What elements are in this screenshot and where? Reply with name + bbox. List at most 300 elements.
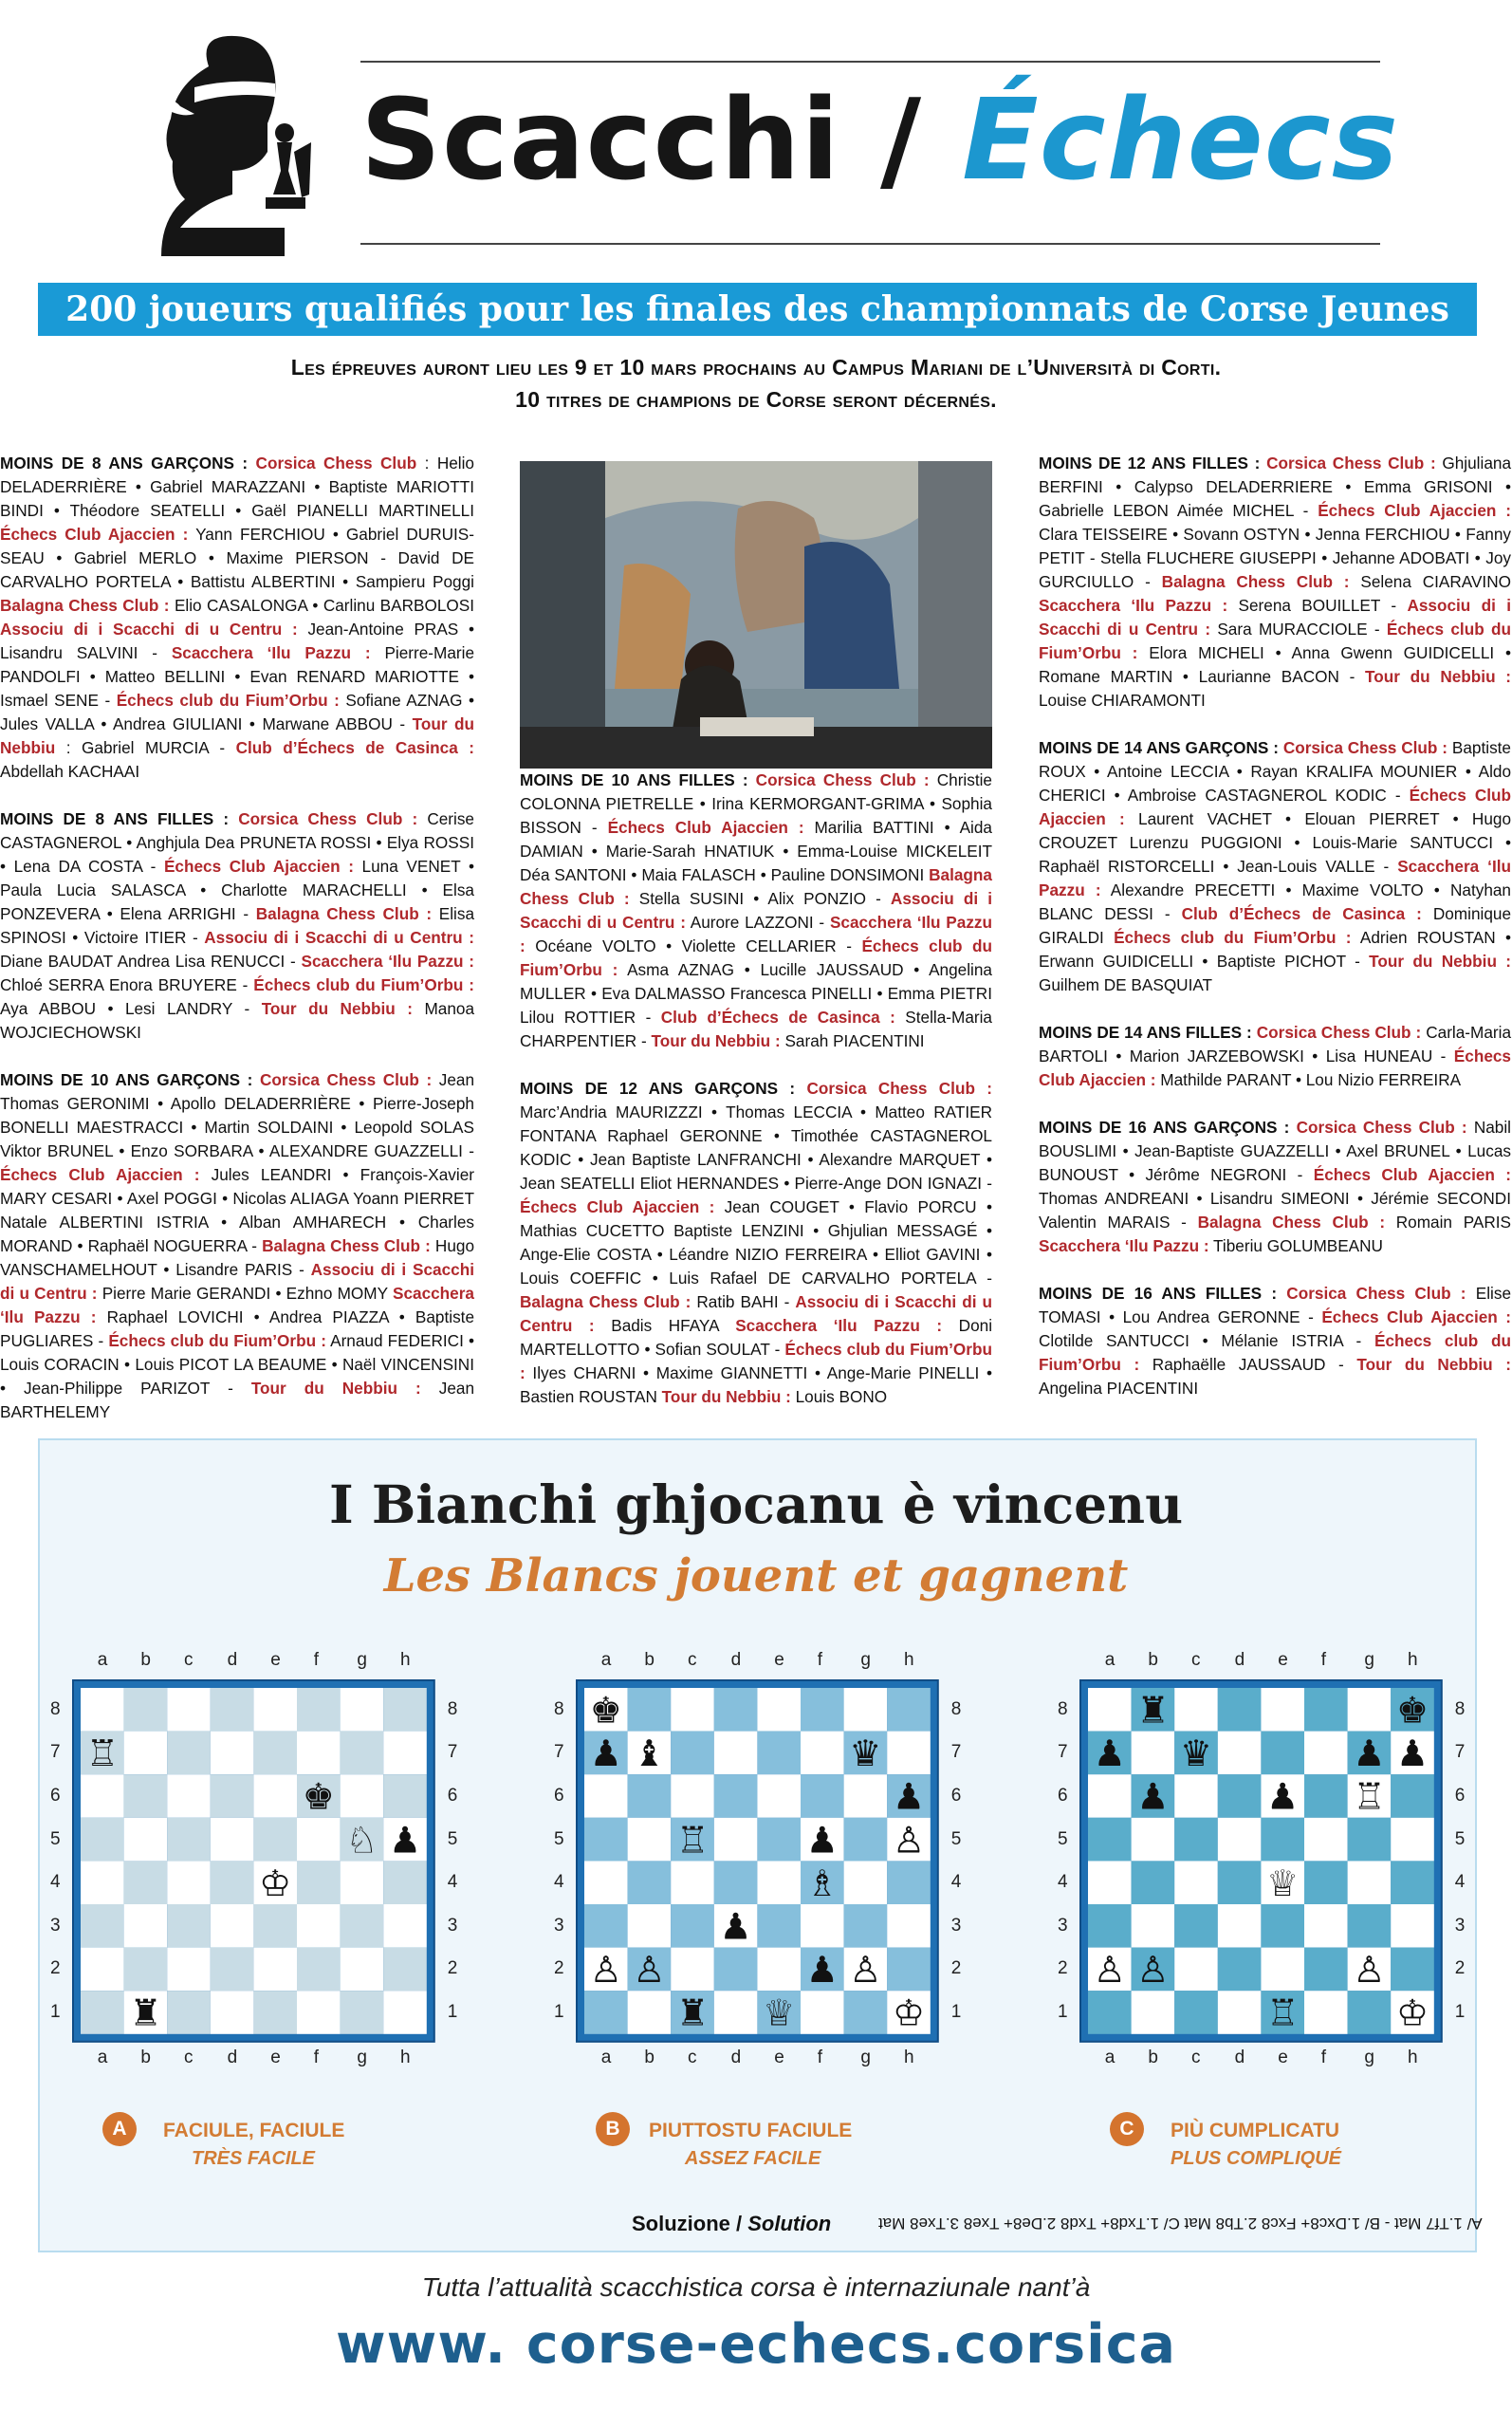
rank-label: 7 [1058, 1742, 1068, 1763]
board-square [584, 1774, 628, 1818]
player-names: Manoa WOJCIECHOWSKI [0, 999, 475, 1042]
rank-label: 3 [50, 1915, 61, 1936]
board-square [714, 1688, 758, 1732]
board-square [757, 1904, 801, 1948]
white-knight-icon: ♘ [345, 1819, 378, 1862]
club-name: Corsica Chess Club : [238, 809, 418, 828]
white-bishop-icon: ♗ [805, 1862, 839, 1904]
rank-label: 4 [50, 1872, 61, 1893]
board-square [167, 1991, 211, 2034]
board-square [1174, 1948, 1218, 1992]
file-label: a [1104, 2047, 1116, 2067]
rank-label: 8 [1454, 1698, 1466, 1719]
board-square [757, 1861, 801, 1904]
difficulty-label-french-b: ASSEZ FACILE [685, 2148, 821, 2169]
rank-label: 2 [554, 1958, 564, 1979]
rank-label: 4 [554, 1872, 564, 1893]
white-rook-icon: ♖ [85, 1733, 119, 1775]
board-square [1132, 1818, 1175, 1862]
club-name: Corsica Chess Club : [806, 1079, 992, 1098]
player-names: Elise TOMASI • Lou Andrea GERONNE - [1039, 1284, 1511, 1326]
file-label: d [730, 1650, 742, 1670]
board-square [628, 1774, 672, 1818]
club-name: Associu di i Scacchi di u Centru : [1039, 596, 1511, 639]
article-column-2 [520, 769, 992, 1433]
player-names: Elio CASALONGA • Carlinu BARBOLOSI [169, 596, 475, 615]
rank-label: 5 [447, 1828, 458, 1849]
difficulty-label-french-a: TRÈS FACILE [192, 2148, 316, 2169]
category-heading: MOINS DE 10 ANS FILLES : [520, 770, 756, 789]
category-paragraph [0, 452, 474, 784]
chessboard-b [537, 1648, 1041, 2124]
black-pawn-icon: ♟ [805, 1819, 839, 1862]
board-square [757, 1688, 801, 1732]
board-square [124, 1774, 168, 1818]
club-name: Échecs Club Ajaccien : [0, 1165, 200, 1184]
category-paragraph [1039, 1021, 1511, 1092]
player-names: Mathilde PARANT • Lou Nizio FERREIRA [1155, 1070, 1462, 1089]
board-square [124, 1861, 168, 1904]
rank-label: 6 [554, 1786, 564, 1806]
black-king-icon: ♚ [1395, 1689, 1429, 1732]
player-names: Abdellah KACHAAI [0, 762, 140, 781]
white-pawn-icon: ♙ [633, 1949, 666, 1992]
board-square [628, 1861, 672, 1904]
board-square [124, 1948, 168, 1992]
board-square [167, 1948, 211, 1992]
board-square [1391, 1818, 1434, 1862]
black-pawn-icon: ♟ [1136, 1775, 1170, 1818]
club-name: Tour du Nebbiu : [250, 1379, 421, 1398]
file-label: d [1234, 1650, 1245, 1670]
board-square [383, 1688, 427, 1732]
header-rule-top [360, 61, 1380, 63]
board-square [81, 1818, 124, 1862]
club-name: Échecs Club Ajaccien : [1039, 786, 1511, 828]
category-paragraph [0, 1068, 474, 1424]
black-pawn-icon: ♟ [719, 1905, 752, 1948]
club-name: Échecs Club Ajaccien : [1039, 1047, 1511, 1089]
board-square [211, 1861, 254, 1904]
club-name: Échecs club du Fium’Orbu : [253, 975, 474, 994]
white-queen-icon: ♕ [763, 1992, 796, 2034]
club-name: Tour du Nebbiu : [651, 1031, 781, 1050]
category-heading: MOINS DE 16 ANS GARÇONS : [1039, 1118, 1297, 1137]
black-pawn-icon: ♟ [1266, 1775, 1300, 1818]
file-label: e [270, 2047, 281, 2067]
board-square [1174, 1991, 1218, 2034]
board-square [297, 1732, 341, 1775]
player-names: Jules LEANDRI • François-Xavier MARY CESARI • Axel POGGI • Nicolas ALIAGA Yoann PIERRET Natale ALBERTINI ISTRIA • Alban AMHARECH • Charles MORAND • Raphaël NOGUERRA - [0, 1165, 474, 1255]
board-square [81, 1904, 124, 1948]
file-label: c [1191, 1650, 1201, 1670]
white-pawn-icon: ♙ [892, 1819, 926, 1862]
board-square [211, 1948, 254, 1992]
player-names: Louis BONO [790, 1387, 888, 1406]
file-label: f [1320, 2047, 1327, 2067]
rank-label: 2 [447, 1958, 458, 1979]
board-square [383, 1991, 427, 2034]
board-square [714, 1991, 758, 2034]
white-rook-icon: ♖ [1266, 1992, 1300, 2034]
file-label: c [1191, 2047, 1201, 2067]
board-square [1218, 1948, 1262, 1992]
black-rook-icon: ♜ [1136, 1689, 1170, 1732]
white-rook-icon: ♖ [1353, 1775, 1386, 1818]
rank-label: 3 [554, 1915, 564, 1936]
player-names: Jean COUGET • Flavio PORCU • Mathias CUCETTO Baptiste LENZINI • Ghjulian MESSAGÉ • Ange-Elie COSTA • Léandre NIZIO FERREIRA • Elliot GAVINI • Louis COEFFIC • Luis Rafael DE CARVALHO PORTELA - [520, 1197, 992, 1288]
rank-label: 6 [1454, 1786, 1466, 1806]
board-square [167, 1688, 211, 1732]
board-square [887, 1688, 931, 1732]
board-square [801, 1688, 844, 1732]
board-square [844, 1861, 888, 1904]
board-square [801, 1904, 844, 1948]
board-square [714, 1774, 758, 1818]
file-label: f [817, 1650, 823, 1670]
board-square [1218, 1904, 1262, 1948]
rank-label: 8 [950, 1698, 962, 1719]
badge-c: C [1110, 2112, 1144, 2146]
player-names: Alexandre PRECETTI • Maxime VOLTO • Natyhan BLANC DESSI - [1039, 880, 1511, 923]
badge-a: A [102, 2112, 137, 2146]
board-square [383, 1948, 427, 1992]
board-square [1261, 1904, 1304, 1948]
board-square [1304, 1688, 1348, 1732]
club-name: Échecs club du Fium’Orbu : [1039, 620, 1511, 662]
club-name: Scacchera ‘Ilu Pazzu : [1039, 1236, 1209, 1255]
file-label: f [817, 2047, 823, 2067]
board-square [1174, 1688, 1218, 1732]
article-column-3 [1039, 452, 1511, 1424]
file-label: c [184, 2047, 194, 2067]
player-names: Jean BARTHELEMY [0, 1379, 475, 1421]
board-square [297, 1991, 341, 2034]
board-square [801, 1774, 844, 1818]
club-name: Échecs club du Fium’Orbu : [520, 1340, 992, 1382]
category-heading: MOINS DE 14 ANS FILLES : [1039, 1023, 1257, 1042]
file-label: b [1148, 1650, 1158, 1670]
black-pawn-icon: ♟ [1093, 1733, 1126, 1775]
club-name: Balagna Chess Club : [0, 596, 170, 615]
chessboard-c [1041, 1648, 1512, 2124]
board-square [167, 1732, 211, 1775]
club-name: Club d’Échecs de Casinca : [235, 738, 474, 757]
file-label: a [600, 2047, 612, 2067]
board-square [714, 1732, 758, 1775]
file-label: g [1364, 2047, 1374, 2067]
file-label: b [644, 1650, 655, 1670]
player-names: Laurent VACHET • Elouan PIERRET • Hugo CROUZET Lurenzu PUGGIONI • Louis-Marie SANTUCCI • Raphaël RISTORCELLI • Jean-Louis VALLE - [1039, 809, 1511, 876]
board-square [81, 1861, 124, 1904]
player-names: Asma AZNAG • Lucille JAUSSAUD • Angelina MULLER • Eva DALMASSO Francesca PINELLI • Emma PIETRI Lilou ROTTIER - [520, 960, 992, 1027]
player-names: Stella SUSINI • Alix PONZIO - [629, 889, 891, 908]
board-square [844, 1904, 888, 1948]
rank-label: 8 [1058, 1698, 1068, 1719]
player-names: Guilhem DE BASQUIAT [1039, 975, 1213, 994]
black-rook-icon: ♜ [129, 1992, 162, 2034]
file-label: h [400, 2047, 411, 2067]
category-paragraph [1039, 452, 1511, 713]
black-rook-icon: ♜ [675, 1992, 710, 2034]
black-queen-icon: ♛ [849, 1733, 882, 1775]
board-square [714, 1948, 758, 1992]
player-names: Sarah PIACENTINI [780, 1031, 925, 1050]
board-square [1088, 1991, 1132, 2034]
board-square [341, 1688, 384, 1732]
board-square [297, 1948, 341, 1992]
board-square [297, 1904, 341, 1948]
board-square [1261, 1732, 1304, 1775]
board-square [1304, 1904, 1348, 1948]
board-square [124, 1818, 168, 1862]
board-square [844, 1688, 888, 1732]
player-names: Doni MARTELLOTTO • Sofian SOULAT - [520, 1316, 993, 1359]
player-names: Yann FERCHIOU • Gabriel DURUIS-SEAU • Gabriel MERLO • Maxime PIERSON - David DE CARVALHO PORTELA • Battistu ALBERTINI • Sampieru Poggi [0, 525, 474, 591]
board-square [1218, 1732, 1262, 1775]
file-label: g [357, 2047, 367, 2067]
club-name: Corsica Chess Club : [259, 1070, 433, 1089]
board-graphic [33, 1648, 537, 2124]
board-square [1304, 1948, 1348, 1992]
player-names: Serena BOUILLET - [1227, 596, 1408, 615]
player-names: Badis HFAYA [594, 1316, 736, 1335]
rank-label: 8 [554, 1698, 564, 1719]
file-label: a [1104, 1650, 1116, 1670]
file-label: e [1278, 1650, 1288, 1670]
club-name: Échecs Club Ajaccien : [1313, 1165, 1511, 1184]
subtitle-line-1: Les épreuves auront lieu les 9 et 10 mars prochains au Campus Mariani de l’Università di Corti. [290, 355, 1222, 380]
file-label: b [140, 2047, 151, 2067]
club-name: Associu di i Scacchi di u Centru : [520, 1292, 992, 1335]
club-name: Échecs Club Ajaccien : [0, 525, 189, 544]
category-heading: MOINS DE 14 ANS GARÇONS : [1039, 738, 1283, 757]
board-square [253, 1904, 297, 1948]
white-pawn-icon: ♙ [1136, 1949, 1170, 1992]
player-names: Thomas ANDREANI • Lisandru SIMEONI • Jérémie SECONDI Valentin MARAIS - [1039, 1189, 1511, 1232]
rank-label: 1 [447, 2002, 458, 2022]
rank-label: 5 [1058, 1828, 1068, 1849]
board-square [844, 1774, 888, 1818]
board-square [1348, 1818, 1392, 1862]
board-square [1174, 1904, 1218, 1948]
rank-label: 1 [50, 2002, 61, 2022]
board-square [253, 1818, 297, 1862]
rank-label: 3 [950, 1915, 962, 1936]
club-name: Échecs Club Ajaccien : [520, 1197, 715, 1216]
white-rook-icon: ♖ [675, 1819, 710, 1862]
board-square [1348, 1861, 1392, 1904]
black-pawn-icon: ♟ [589, 1733, 622, 1775]
club-name: Tour du Nebbiu : [1365, 667, 1511, 686]
board-square [1218, 1818, 1262, 1862]
player-names: Arnaud FEDERICI • Louis CORACIN • Louis PICOT LA BEAUME • Naël VINCENSINI • Jean-Philippe PARIZOT - [0, 1331, 474, 1398]
board-square [628, 1688, 672, 1732]
header-rule-bottom [360, 243, 1380, 245]
board-square [1261, 1818, 1304, 1862]
club-name: Échecs club du Fium’Orbu : [1114, 928, 1352, 947]
file-label: b [1148, 2047, 1158, 2067]
black-pawn-icon: ♟ [892, 1775, 926, 1818]
board-square [1348, 1688, 1392, 1732]
player-names: Elisa SPINOSI • Victoire ITIER - [0, 904, 475, 947]
club-name: Tour du Nebbiu : [1369, 952, 1512, 971]
board-square [1304, 1818, 1348, 1862]
rank-label: 7 [447, 1742, 458, 1763]
board-square [341, 1991, 384, 2034]
club-name: Scacchera ‘Ilu Pazzu : [0, 1284, 474, 1326]
solution-text-upside-down: A/ 1.Tf7 Mat - B/ 1.Dxc8+ Fxc8 2.Tb8 Mat C/ 1.Txd8+ Txd8 2.De8+ Txe8 3.Txe8 Mat [878, 2214, 1483, 2233]
category-heading: MOINS DE 8 ANS FILLES : [0, 809, 239, 828]
board-square [757, 1818, 801, 1862]
player-names: Hugo VANSCHAMELHOUT • Lisandre PARIS - [0, 1236, 474, 1279]
club-name: Corsica Chess Club : [1266, 454, 1436, 473]
file-label: d [1234, 2047, 1245, 2067]
board-square [211, 1732, 254, 1775]
club-name: Scacchera ‘Ilu Pazzu : [735, 1316, 943, 1335]
board-square [1088, 1688, 1132, 1732]
file-label: a [97, 2047, 108, 2067]
category-paragraph [1039, 736, 1511, 997]
club-name: Scacchera ‘Ilu Pazzu : [1039, 596, 1228, 615]
board-square [253, 1774, 297, 1818]
club-name: Balagna Chess Club : [1161, 572, 1350, 591]
file-label: e [774, 1650, 784, 1670]
chessboard-a [33, 1648, 537, 2124]
club-name: Associu di i Scacchi di u Centru : [520, 889, 992, 932]
club-name: Scacchera ‘Ilu Pazzu : [520, 913, 993, 955]
player-names: Selena CIARAVINO [1349, 572, 1511, 591]
file-label: f [1320, 1650, 1327, 1670]
rank-label: 6 [447, 1786, 458, 1806]
file-label: b [644, 2047, 655, 2067]
club-name: Balagna Chess Club : [520, 1292, 691, 1311]
board-square [211, 1904, 254, 1948]
footer-tagline: Tutta l’attualità scacchistica corsa è internaziunale nant’à [421, 2272, 1091, 2302]
rank-label: 4 [950, 1872, 962, 1893]
rank-label: 1 [554, 2002, 564, 2022]
board-square [757, 1732, 801, 1775]
file-label: h [400, 1650, 411, 1670]
board-square [124, 1732, 168, 1775]
board-square [341, 1904, 384, 1948]
board-square [1391, 1774, 1434, 1818]
club-name: Scacchera ‘Ilu Pazzu : [171, 643, 371, 662]
subtitle-line-2: 10 titres de champions de Corse seront décernés. [515, 387, 997, 412]
club-name: Échecs Club Ajaccien : [1318, 501, 1511, 520]
board-square [1348, 1991, 1392, 2034]
difficulty-label-corsican-c: PIÙ CUMPLICATU [1171, 2120, 1340, 2141]
black-pawn-icon: ♟ [805, 1949, 839, 1992]
board-square [887, 1861, 931, 1904]
club-name: Échecs club du Fium’Orbu : [116, 691, 340, 710]
board-square [167, 1861, 211, 1904]
board-square [1088, 1818, 1132, 1862]
file-label: g [1364, 1650, 1374, 1670]
file-label: h [1408, 2047, 1418, 2067]
solution-label: Soluzione / Solution [632, 2212, 832, 2235]
player-names: Marilia BATTINI • Aida DAMIAN • Marie-Sarah HNATIUK • Emma-Louise MICKELEIT Déa SANTONI • Maia FALASCH • Pauline DONSIMONI [520, 818, 992, 884]
category-heading: MOINS DE 12 ANS FILLES : [1039, 454, 1267, 473]
board-square [297, 1861, 341, 1904]
player-names: Carla-Maria BARTOLI • Marion JARZEBOWSKI • Lisa HUNEAU - [1039, 1023, 1511, 1066]
board-square [341, 1732, 384, 1775]
category-paragraph [520, 769, 992, 1053]
club-name: Tour du Nebbiu : [1356, 1355, 1511, 1374]
category-paragraph [0, 807, 474, 1045]
club-name: Scacchera ‘Ilu Pazzu : [301, 952, 474, 971]
board-square [211, 1818, 254, 1862]
rank-label: 3 [1454, 1915, 1466, 1936]
rank-label: 2 [50, 1958, 61, 1979]
rank-label: 5 [50, 1828, 61, 1849]
board-square [81, 1991, 124, 2034]
rank-label: 6 [50, 1786, 61, 1806]
white-king-icon: ♔ [259, 1862, 292, 1904]
file-label: f [313, 1650, 320, 1670]
board-square [671, 1732, 714, 1775]
player-names: Angelina PIACENTINI [1039, 1379, 1199, 1398]
player-names: Aurore LAZZONI - [685, 913, 830, 932]
board-square [887, 1732, 931, 1775]
board-square [341, 1948, 384, 1992]
file-label: a [97, 1650, 108, 1670]
board-square [1174, 1818, 1218, 1862]
board-square [1088, 1904, 1132, 1948]
player-names: Océane VOLTO • Violette CELLARIER - [525, 936, 862, 955]
rank-label: 1 [950, 2002, 962, 2022]
board-square [1132, 1861, 1175, 1904]
solution-row [57, 2208, 1483, 2246]
difficulty-label-french-c: PLUS COMPLIQUÉ [1171, 2148, 1342, 2169]
board-square [844, 1818, 888, 1862]
player-names: Adrien ROUSTAN • Erwann GUIDICELLI • Baptiste PICHOT - [1039, 928, 1511, 971]
board-square [628, 1904, 672, 1948]
board-square [81, 1688, 124, 1732]
rank-label: 7 [1454, 1742, 1466, 1763]
player-names: Ratib BAHI - [691, 1292, 796, 1311]
board-square [671, 1861, 714, 1904]
board-square [383, 1861, 427, 1904]
rank-label: 5 [950, 1828, 962, 1849]
player-names: Stella-Maria CHARPENTIER - [520, 1008, 992, 1050]
footer-website-link[interactable]: www. corse-echecs.corsica [336, 2313, 1176, 2376]
club-name: Tour du Nebbiu : [261, 999, 413, 1018]
rank-label: 3 [1058, 1915, 1068, 1936]
board-square [1132, 1991, 1175, 2034]
club-name: Balagna Chess Club : [1197, 1213, 1386, 1232]
board-square [1132, 1732, 1175, 1775]
board-square [671, 1688, 714, 1732]
board-square [1261, 1948, 1304, 1992]
board-square [584, 1861, 628, 1904]
category-heading: MOINS DE 10 ANS GARÇONS : [0, 1070, 260, 1089]
headline-banner: 200 joueurs qualifiés pour les finales des championnats de Corse Jeunes [38, 283, 1477, 336]
board-square [584, 1991, 628, 2034]
player-names: Louise CHIARAMONTI [1039, 691, 1206, 710]
black-queen-icon: ♛ [1179, 1733, 1213, 1775]
club-name: Corsica Chess Club : [1256, 1023, 1422, 1042]
board-square [383, 1732, 427, 1775]
white-pawn-icon: ♙ [1353, 1949, 1386, 1992]
board-square [628, 1991, 672, 2034]
board-square [628, 1818, 672, 1862]
board-square [1174, 1861, 1218, 1904]
category-heading: MOINS DE 16 ANS FILLES : [1039, 1284, 1287, 1303]
board-square [167, 1818, 211, 1862]
board-square [584, 1904, 628, 1948]
black-king-icon: ♚ [302, 1775, 335, 1818]
